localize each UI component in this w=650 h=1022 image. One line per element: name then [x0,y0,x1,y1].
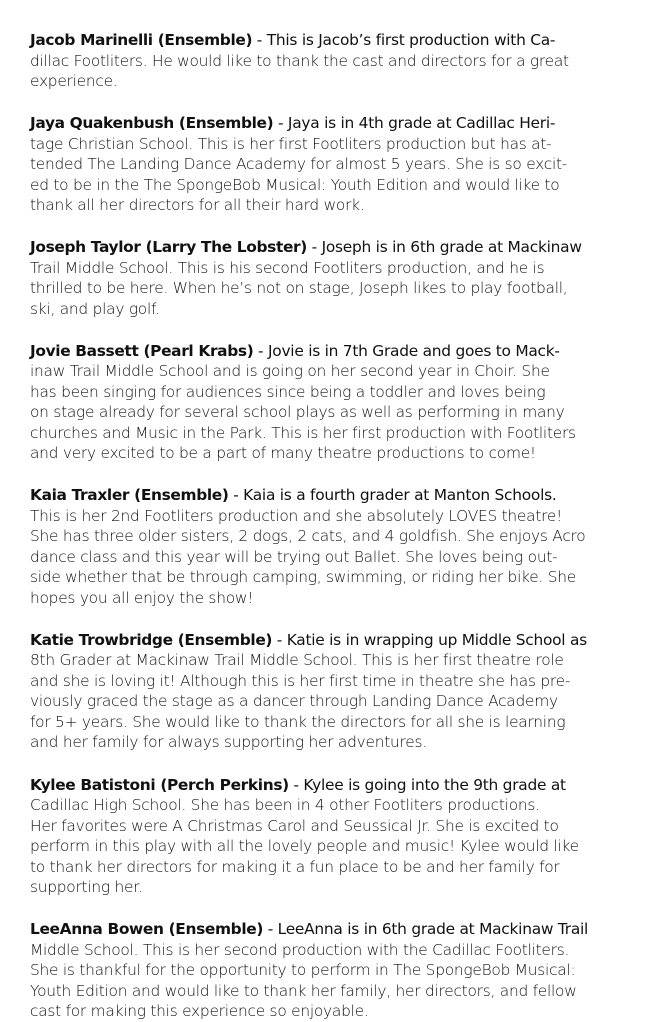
bio-text: Trail Middle School. This is his second Footliters production, and he is [30,258,545,277]
bio-text: hopes you all enjoy the show! [30,588,254,607]
bio-kaia-traxler [30,485,618,608]
bio-text: ski, and play golf. [30,299,160,318]
bio-first-line [30,113,618,134]
bio-text: churches and Music in the Park. This is her first production with Footliters [30,423,576,442]
bio-jacob-marinelli [30,30,618,92]
bio-first-line [30,775,618,796]
bio-text: 8th Grader at Mackinaw Trail Middle School. This is her first theatre role [30,651,564,670]
bio-name: Joseph Taylor (Larry The Lobster) [30,238,307,257]
bio-first-line [30,341,618,362]
bio-text: cast for making this experience so enjoyable. [30,1002,369,1021]
bio-text: ed to be in the The SpongeBob Musical: Youth Edition and would like to [30,175,560,194]
bio-text: She is thankful for the opportunity to perform in The SpongeBob Musical: [30,961,576,980]
bio-name: Katie Trowbridge (Ensemble) [30,630,273,649]
bio-text: and she is loving it! Although this is her first time in theatre she has pre- [30,671,571,690]
bio-text: supporting her. [30,878,143,897]
bio-text: to thank her directors for making it a fun place to be and her family for [30,857,560,876]
bio-text: perform in this play with all the lovely people and music! Kylee would like [30,837,579,856]
bio-text: Middle School. This is her second production with the Cadillac Footliters. [30,940,570,959]
bio-text: - Jovie is in 7th Grade and goes to Mack- [258,341,560,360]
bio-text: viously graced the stage as a dancer through Landing Dance Academy [30,692,558,711]
bio-joseph-taylor [30,237,618,319]
bio-text: Her favorites were A Christmas Carol and Seussical Jr. She is excited to [30,816,559,835]
bio-name: Kylee Batistoni (Perch Perkins) [30,775,289,794]
bio-text: on stage already for several school plays as well as performing in many [30,403,565,422]
bio-name: Kaia Traxler (Ensemble) [30,486,229,505]
bio-text: - Jaya is in 4th grade at Cadillac Heri- [277,114,556,133]
bio-first-line [30,919,618,940]
bio-text: for 5+ years. She would like to thank the directors for all she is learning [30,712,566,731]
bio-text: and very excited to be a part of many theatre productions to come! [30,444,536,463]
bio-kylee-batistoni [30,775,618,898]
bio-first-line [30,630,618,651]
bio-text: tended The Landing Dance Academy for almost 5 years. She is so excit- [30,155,568,174]
bio-name: Jovie Bassett (Pearl Krabs) [30,341,254,360]
bio-text: - Kylee is going into the 9th grade at [293,775,566,794]
bio-text: Youth Edition and would like to thank her family, her directors, and fellow [30,981,577,1000]
bio-text: This is her 2nd Footliters production and she absolutely LOVES theatre! [30,506,562,525]
bio-first-line [30,485,618,506]
bio-name: Jaya Quakenbush (Ensemble) [30,114,274,133]
bio-text: Cadillac High School. She has been in 4 other Footliters productions. [30,796,540,815]
bio-katie-trowbridge [30,630,618,753]
bio-text: - Katie is in wrapping up Middle School as [276,630,587,649]
bio-text: inaw Trail Middle School and is going on her second year in Choir. She [30,362,550,381]
bio-text: dance class and this year will be trying out Ballet. She loves being out- [30,547,558,566]
bio-text: tage Christian School. This is her first Footliters production but has at- [30,134,552,153]
bio-text: - Joseph is in 6th grade at Mackinaw [311,238,582,257]
bio-jovie-bassett [30,341,618,464]
bio-text: - Kaia is a fourth grader at Manton Schools. [233,486,557,505]
bio-text: experience. [30,72,118,90]
bio-first-line [30,30,618,51]
bio-text: - This is Jacob’s first production with Ca- [256,31,556,49]
bio-text: and her family for always supporting her adventures. [30,733,427,752]
bio-text: side whether that be through camping, swimming, or riding her bike. She [30,568,576,587]
bio-name: LeeAnna Bowen (Ensemble) [30,920,264,939]
bio-text: thank all her directors for all their hard work. [30,196,365,215]
bio-jaya-quakenbush [30,113,618,216]
bio-text: has been singing for audiences since being a toddler and loves being [30,382,546,401]
bio-text: - LeeAnna is in 6th grade at Mackinaw Trail [267,920,589,939]
bio-first-line [30,237,618,258]
bio-leeanna-bowen [30,919,618,1022]
bio-name: Jacob Marinelli (Ensemble) [30,31,253,49]
bio-text: dillac Footliters. He would like to thank the cast and directors for a great [30,51,569,70]
bio-text: She has three older sisters, 2 dogs, 2 cats, and 4 goldfish. She enjoys Acro [30,527,586,546]
bio-text: thrilled to be here. When he’s not on stage, Joseph likes to play football, [30,279,568,298]
